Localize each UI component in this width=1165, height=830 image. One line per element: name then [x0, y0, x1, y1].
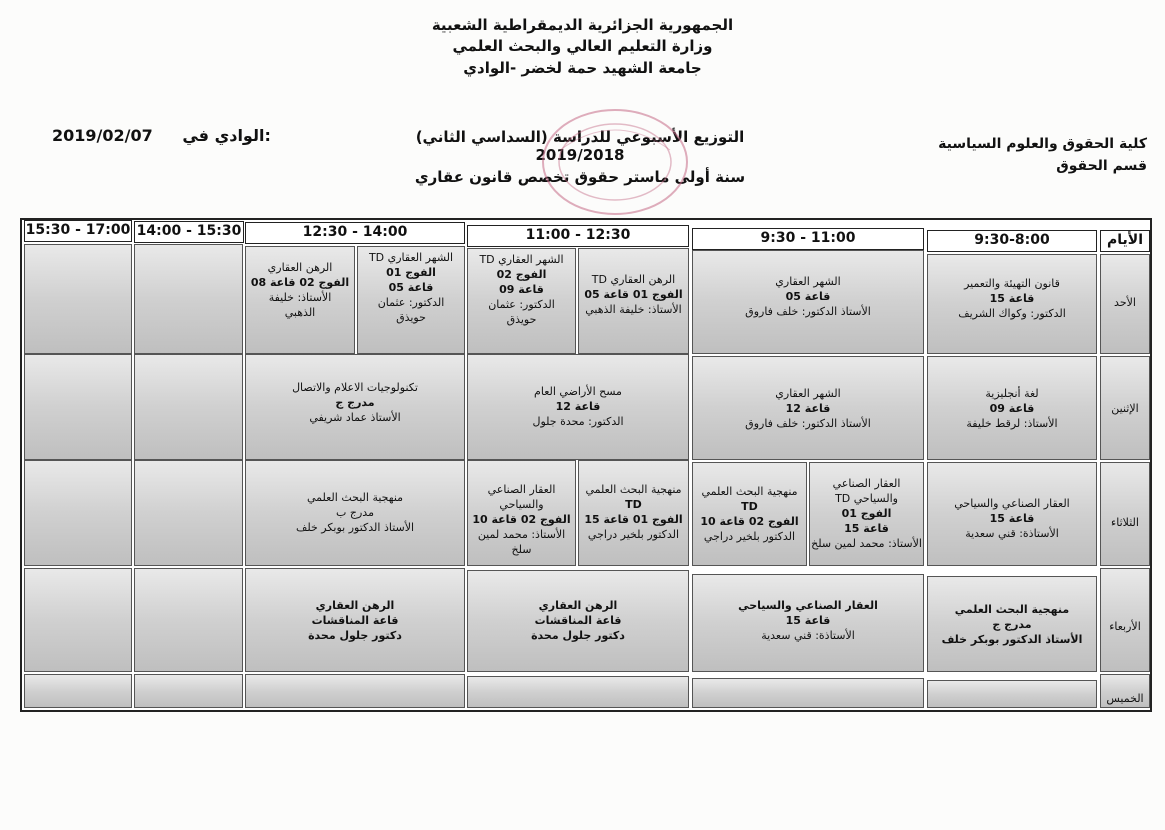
room: قاعة 12 — [555, 400, 601, 413]
teacher: الأستاذ عماد شريفي — [309, 411, 401, 424]
teacher: الدكتور: محدة جلول — [532, 415, 624, 428]
teacher: الأستاذ: محمد لمين سلخ — [811, 537, 922, 550]
day-label-monday: الإثنين — [1111, 402, 1139, 415]
date-value: 2019/02/07 — [52, 126, 153, 145]
time-slot-6: 15:30 - 17:00 — [24, 220, 132, 242]
room: قاعة 12 — [785, 402, 831, 415]
group-room: الفوج 02 قاعة 08 — [250, 276, 350, 289]
session-sunday-slot3b-text — [467, 252, 576, 327]
course-name: منهجية البحث العلمي — [306, 491, 404, 504]
room: مدرج ج — [992, 618, 1032, 631]
ministry-title: وزارة التعليم العالي والبحث العلمي — [452, 37, 713, 55]
session-wednesday-slot1-text — [927, 602, 1097, 647]
teacher: دكتور جلول محدة — [531, 629, 625, 642]
course-name: الرهن العقاري — [315, 599, 395, 612]
course-name: الرهن العقاري — [267, 261, 333, 274]
teacher: الدكتور بلخير دراجي — [587, 528, 680, 541]
teacher: الأستاذ الدكتور بوبكر خلف — [941, 633, 1083, 646]
empty-sunday-slot6 — [24, 244, 132, 354]
empty-thursday-slot4 — [245, 674, 465, 708]
course-name: العقار الصناعي والسياحي — [954, 497, 1070, 510]
teacher: الأستاذ الدكتور: خلف فاروق — [745, 417, 871, 430]
teacher: الدكتور: عثمان — [377, 296, 445, 309]
session-tuesday-slot2b-text — [692, 484, 807, 544]
teacher: دكتور جلول محدة — [308, 629, 402, 642]
date-line — [52, 126, 271, 145]
room: قاعة 09 — [989, 402, 1035, 415]
empty-tuesday-slot5 — [134, 460, 243, 566]
schedule-title-line2: سنة أولى ماستر حقوق تخصص قانون عقاري — [414, 168, 746, 186]
room: قاعة 15 — [989, 512, 1035, 525]
empty-monday-slot6 — [24, 354, 132, 460]
course-name: تكنولوجيات الاعلام والاتصال — [292, 381, 418, 394]
teacher: الأستاذ: لرقط خليفة — [966, 417, 1058, 430]
faculty-name: كلية الحقوق والعلوم السياسية — [938, 136, 1147, 152]
session-sunday-slot3a-text — [578, 272, 689, 317]
session-tuesday-slot2a-text — [809, 476, 924, 551]
teacher: الأستاذ: محمد لمين سلخ — [477, 528, 566, 556]
teacher: الأستاذة: قني سعدية — [761, 629, 855, 642]
schedule-table — [20, 218, 1152, 712]
empty-monday-slot5 — [134, 354, 243, 460]
teacher: الدكتور: وكواك الشريف — [958, 307, 1066, 320]
session-monday-slot2-text — [692, 386, 924, 431]
empty-tuesday-slot6 — [24, 460, 132, 566]
session-wednesday-slot4-text — [245, 598, 465, 643]
group-room: الفوج 02 قاعة 10 — [700, 515, 799, 528]
department-name: قسم الحقوق — [1056, 158, 1147, 174]
group-room: الفوج 01 قاعة 05 — [584, 288, 683, 301]
teacher: الدكتور بلخير دراجي — [703, 530, 796, 543]
session-sunday-slot1-text — [927, 276, 1097, 321]
republic-title: الجمهورية الجزائرية الديمقراطية الشعبية — [431, 16, 734, 34]
course-name: الرهن العقاري TD — [591, 273, 676, 286]
session-tuesday-slot1-text — [927, 496, 1097, 541]
time-slot-1: 9:30-8:00 — [927, 230, 1097, 252]
room: قاعة المناقشات — [311, 614, 399, 627]
empty-sunday-slot5 — [134, 244, 243, 354]
room: قاعة 09 — [499, 283, 544, 296]
course-name-cont: والسياحي — [499, 498, 544, 511]
time-slot-4: 12:30 - 14:00 — [245, 222, 465, 244]
session-monday-slot1-text — [927, 386, 1097, 431]
session-sunday-slot2-text — [692, 274, 924, 319]
group: الفوج 02 — [496, 268, 547, 281]
university-title: جامعة الشهيد حمة لخضر -الوادي — [463, 59, 702, 77]
empty-thursday-slot1 — [927, 680, 1097, 708]
group: الفوج 01 — [841, 507, 892, 520]
course-name: لغة أنجليزية — [985, 387, 1039, 400]
session-monday-slot4-text — [245, 380, 465, 425]
session-tuesday-slot3a-text — [578, 482, 689, 542]
empty-thursday-slot3 — [467, 676, 689, 708]
room: قاعة 05 — [388, 281, 434, 294]
days-header: الأيام — [1100, 230, 1150, 252]
session-type: TD — [741, 500, 758, 513]
course-name: منهجية البحث العلمي — [585, 483, 682, 496]
course-name: منهجية البحث العلمي — [954, 603, 1070, 616]
course-name: العقار الصناعي — [832, 477, 901, 490]
course-name: العقار الصناعي — [487, 483, 556, 496]
day-cell-tuesday — [1100, 462, 1150, 566]
time-slot-2: 9:30 - 11:00 — [692, 228, 924, 250]
room: قاعة 15 — [989, 292, 1035, 305]
room: قاعة 05 — [785, 290, 831, 303]
teacher-cont: حويذق — [396, 311, 426, 324]
session-tuesday-slot4-text — [245, 490, 465, 535]
teacher: الأستاذ الدكتور: خلف فاروق — [745, 305, 871, 318]
day-label-wednesday: الأربعاء — [1109, 620, 1141, 633]
course-name: الرهن العقاري — [538, 599, 618, 612]
empty-thursday-slot5 — [134, 674, 243, 708]
room: قاعة 15 — [785, 614, 831, 627]
schedule-title — [380, 128, 780, 190]
faculty-block — [938, 136, 1147, 180]
teacher: الأستاذة: قني سعدية — [965, 527, 1059, 540]
group-room: الفوج 01 قاعة 15 — [584, 513, 683, 526]
course-name-cont: والسياحي TD — [835, 492, 898, 505]
time-slot-3: 11:00 - 12:30 — [467, 225, 689, 247]
group: الفوج 01 — [386, 266, 436, 279]
course-name: قانون التهيئة والتعمير — [964, 277, 1060, 290]
teacher: الأستاذ الدكتور بوبكر خلف — [295, 521, 415, 534]
day-label-tuesday: الثلاثاء — [1111, 516, 1139, 529]
room: مدرج ج — [335, 396, 375, 409]
course-name: مسح الأراضي العام — [534, 385, 622, 398]
room: مدرج ب — [336, 506, 374, 519]
day-label-sunday: الأحد — [1114, 296, 1136, 309]
day-label-thursday: الخميس — [1106, 692, 1144, 705]
teacher-cont: الذهبي — [284, 306, 316, 319]
empty-thursday-slot6 — [24, 674, 132, 708]
date-label: الوادي في: — [182, 126, 271, 145]
session-monday-slot3-text — [467, 384, 689, 429]
empty-thursday-slot2 — [692, 678, 924, 708]
time-slot-5: 14:00 - 15:30 — [134, 221, 244, 243]
teacher: الأستاذ: خليفة الذهبي — [585, 303, 682, 316]
session-wednesday-slot3-text — [467, 598, 689, 643]
empty-wednesday-slot6 — [24, 568, 132, 672]
session-sunday-slot4a-text — [357, 250, 465, 325]
teacher: الأستاذ: خليفة — [268, 291, 332, 304]
course-name: الشهر العقاري TD — [368, 251, 454, 264]
room: قاعة 15 — [844, 522, 889, 535]
course-name: منهجية البحث العلمي — [701, 485, 798, 498]
teacher-cont: حويذق — [506, 313, 537, 326]
group-room: الفوج 02 قاعة 10 — [472, 513, 571, 526]
session-type: TD — [625, 498, 642, 511]
course-name: العقار الصناعي والسياحي — [738, 599, 878, 612]
course-name: الشهر العقاري — [775, 387, 841, 400]
session-wednesday-slot2-text — [692, 598, 924, 643]
session-sunday-slot4b-text — [245, 260, 355, 320]
course-name: الشهر العقاري — [775, 275, 841, 288]
empty-wednesday-slot5 — [134, 568, 243, 672]
room: قاعة المناقشات — [534, 614, 622, 627]
teacher: الدكتور: عثمان — [488, 298, 555, 311]
session-tuesday-slot3b-text — [467, 482, 576, 557]
schedule-title-line1: التوزيع الأسبوعي للدراسة (السداسي الثاني) 2019/2018 — [415, 128, 745, 164]
course-name: الشهر العقاري TD — [479, 253, 564, 266]
